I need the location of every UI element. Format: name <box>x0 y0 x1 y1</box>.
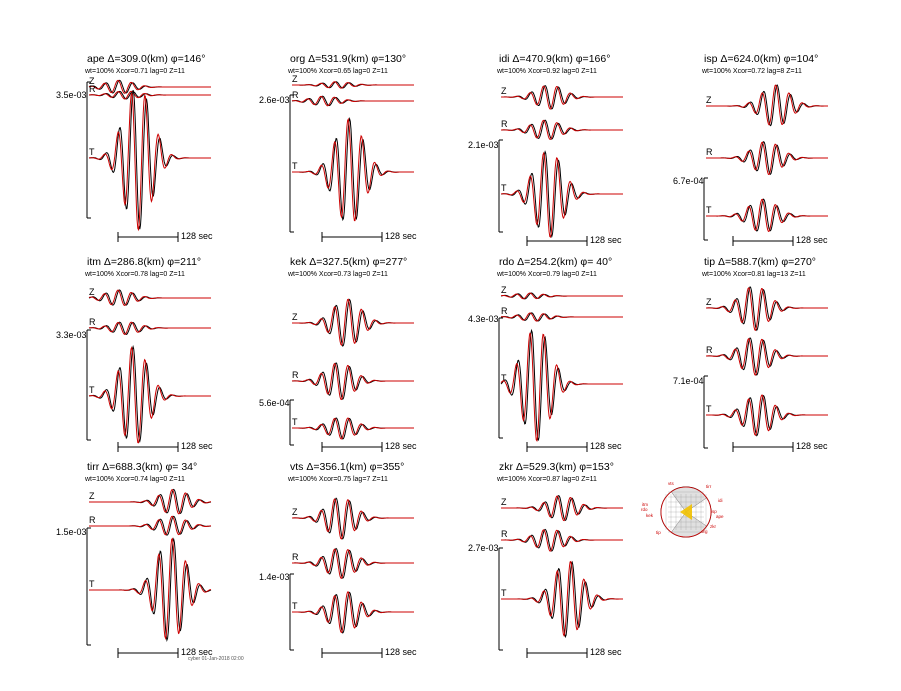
component-label: Z <box>706 297 712 307</box>
station-panel-tip <box>673 256 828 452</box>
station-title: itm Δ=286.8(km) φ=211° <box>87 256 202 268</box>
observed-trace-Z <box>706 287 828 330</box>
amplitude-label: 3.3e-03 <box>56 330 87 340</box>
synthetic-trace-T <box>501 333 623 441</box>
station-stats: wt=100% Xcor=0.87 lag=0 Z=11 <box>497 476 597 483</box>
station-title: tirr Δ=688.3(km) φ= 34° <box>87 461 198 473</box>
beachball-station-label: tirr <box>706 484 712 489</box>
component-label: T <box>706 404 712 414</box>
station-panel-vts <box>259 461 417 658</box>
component-label: T <box>89 579 95 589</box>
station-stats: wt=100% Xcor=0.92 lag=0 Z=11 <box>497 68 597 75</box>
station-stats: wt=100% Xcor=0.75 lag=7 Z=11 <box>288 476 388 483</box>
component-label: R <box>89 84 96 94</box>
station-panel-rdo <box>468 256 623 452</box>
component-label: R <box>706 147 713 157</box>
beachball-station-label: rdo <box>641 507 648 512</box>
station-stats: wt=100% Xcor=0.78 lag=0 Z=11 <box>85 271 185 278</box>
beachball-station-label: isp <box>711 509 717 514</box>
station-panel-idi <box>468 53 623 246</box>
scale-bar-label: 128 sec <box>385 441 417 451</box>
station-panel-tirr <box>56 461 213 658</box>
amplitude-label: 6.7e-04 <box>673 176 704 186</box>
station-panel-isp <box>673 53 828 246</box>
amplitude-label: 7.1e-04 <box>673 376 704 386</box>
component-label: T <box>292 161 298 171</box>
synthetic-trace-R <box>292 96 414 105</box>
observed-trace-T <box>292 592 414 633</box>
station-title: org Δ=531.9(km) φ=130° <box>290 53 407 65</box>
scale-bar-label: 128 sec <box>181 441 213 451</box>
station-panel-zkr <box>468 461 623 658</box>
scale-bar-label: 128 sec <box>590 235 622 245</box>
beachball-station-label: itm <box>642 502 648 507</box>
beachball-station-label: tip <box>656 530 661 535</box>
component-label: T <box>292 601 298 611</box>
beachball-station-label: zkr <box>710 524 716 529</box>
component-label: Z <box>89 491 95 501</box>
amplitude-label: 2.7e-03 <box>468 543 499 553</box>
station-title: isp Δ=624.0(km) φ=104° <box>704 53 819 65</box>
amplitude-label: 1.5e-03 <box>56 527 87 537</box>
component-label: Z <box>89 76 95 86</box>
scale-bar-label: 128 sec <box>181 231 213 241</box>
component-label: Z <box>292 312 298 322</box>
observed-trace-T <box>501 331 623 441</box>
station-panel-ape <box>56 53 213 242</box>
scale-bar-label: 128 sec <box>796 441 828 451</box>
component-label: T <box>89 385 95 395</box>
station-stats: wt=100% Xcor=0.74 lag=0 Z=11 <box>85 476 185 483</box>
footer-note: cyber 01-Jan-2018 02:00 <box>188 656 244 662</box>
component-label: Z <box>292 74 298 84</box>
component-label: T <box>706 205 712 215</box>
scale-bar-label: 128 sec <box>590 647 622 657</box>
station-stats: wt=100% Xcor=0.81 lag=13 Z=11 <box>702 271 806 278</box>
amplitude-label: 2.6e-03 <box>259 95 290 105</box>
station-stats: wt=100% Xcor=0.72 lag=8 Z=11 <box>702 68 802 75</box>
station-title: ape Δ=309.0(km) φ=146° <box>87 53 206 65</box>
amplitude-label: 1.4e-03 <box>259 572 290 582</box>
amplitude-label: 2.1e-03 <box>468 140 499 150</box>
component-label: R <box>89 515 96 525</box>
component-label: R <box>501 306 508 316</box>
component-label: R <box>292 90 299 100</box>
station-title: rdo Δ=254.2(km) φ= 40° <box>499 256 613 268</box>
amplitude-label: 3.5e-03 <box>56 90 87 100</box>
component-label: R <box>706 345 713 355</box>
component-label: T <box>89 147 95 157</box>
component-label: Z <box>501 497 507 507</box>
station-title: idi Δ=470.9(km) φ=166° <box>499 53 611 65</box>
station-panel-itm <box>56 256 213 452</box>
focal-mechanism-beachball <box>641 481 724 537</box>
station-panel-kek <box>259 256 417 452</box>
component-label: Z <box>292 507 298 517</box>
component-label: T <box>501 588 507 598</box>
beachball-station-label: vts <box>668 481 674 486</box>
station-stats: wt=100% Xcor=0.79 lag=0 Z=11 <box>497 271 597 278</box>
component-label: R <box>501 529 508 539</box>
component-label: R <box>292 552 299 562</box>
scale-bar-label: 128 sec <box>385 647 417 657</box>
component-label: R <box>501 119 508 129</box>
station-title: tip Δ=588.7(km) φ=270° <box>704 256 816 268</box>
component-label: Z <box>706 95 712 105</box>
station-title: vts Δ=356.1(km) φ=355° <box>290 461 405 473</box>
station-stats: wt=100% Xcor=0.71 lag=0 Z=11 <box>85 68 185 75</box>
component-label: Z <box>501 285 507 295</box>
station-panel-org <box>259 53 417 242</box>
amplitude-label: 4.3e-03 <box>468 314 499 324</box>
beachball-station-label: org <box>701 529 708 534</box>
station-panels <box>56 53 828 658</box>
component-label: R <box>89 317 96 327</box>
scale-bar-label: 128 sec <box>590 441 622 451</box>
observed-trace-T <box>706 396 828 436</box>
component-label: Z <box>89 287 95 297</box>
station-stats: wt=100% Xcor=0.73 lag=0 Z=11 <box>288 271 388 278</box>
component-label: R <box>292 370 299 380</box>
amplitude-label: 5.6e-04 <box>259 398 290 408</box>
synthetic-trace-R <box>501 313 623 321</box>
component-label: Z <box>501 86 507 96</box>
scale-bar-label: 128 sec <box>385 231 417 241</box>
beachball-station-label: idi <box>718 498 723 503</box>
beachball-station-label: ape <box>716 514 724 519</box>
component-label: T <box>501 183 507 193</box>
component-label: T <box>501 373 507 383</box>
observed-trace-Z <box>89 489 211 513</box>
observed-trace-T <box>89 90 211 229</box>
station-title: zkr Δ=529.3(km) φ=153° <box>499 461 614 473</box>
station-title: kek Δ=327.5(km) φ=277° <box>290 256 408 268</box>
scale-bar-label: 128 sec <box>181 647 213 657</box>
component-label: T <box>292 417 298 427</box>
scale-bar-label: 128 sec <box>796 235 828 245</box>
beachball-station-label: kek <box>646 513 654 518</box>
synthetic-trace-R <box>89 91 211 99</box>
station-stats: wt=100% Xcor=0.65 lag=0 Z=11 <box>288 68 388 75</box>
